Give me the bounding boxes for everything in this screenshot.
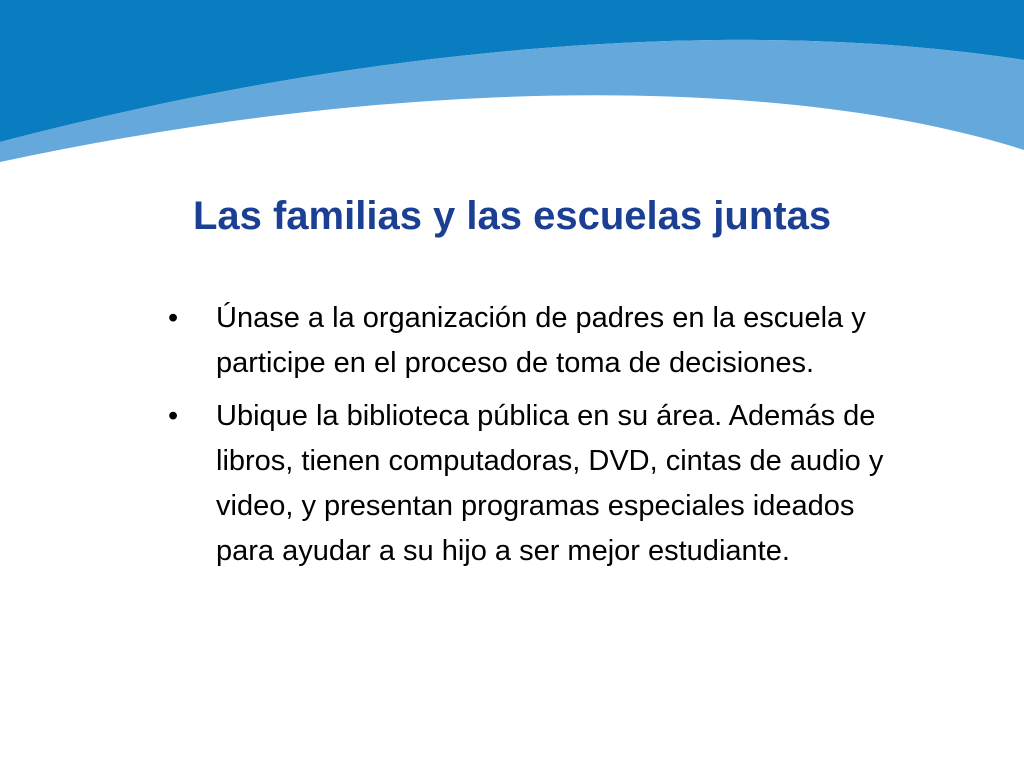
header-wave-band bbox=[0, 0, 1024, 170]
bullet-text: Ubique la biblioteca pública en su área. Además de libros, tienen computadoras, DVD, cintas de audio y video, y presentan programas especiales ideados para ayudar a su hijo a ser mejor estudiante. bbox=[216, 400, 884, 567]
slide-title: Las familias y las escuelas juntas bbox=[192, 194, 832, 238]
bullet-marker: • bbox=[168, 302, 179, 334]
bullet-item-public-library bbox=[168, 394, 888, 574]
bullet-text: Únase a la organización de padres en la escuela y participe en el proceso de toma de decisiones. bbox=[216, 302, 866, 379]
bullet-item-library-parents bbox=[168, 296, 888, 386]
bullet-marker: • bbox=[168, 400, 179, 432]
bullet-list bbox=[168, 296, 888, 582]
